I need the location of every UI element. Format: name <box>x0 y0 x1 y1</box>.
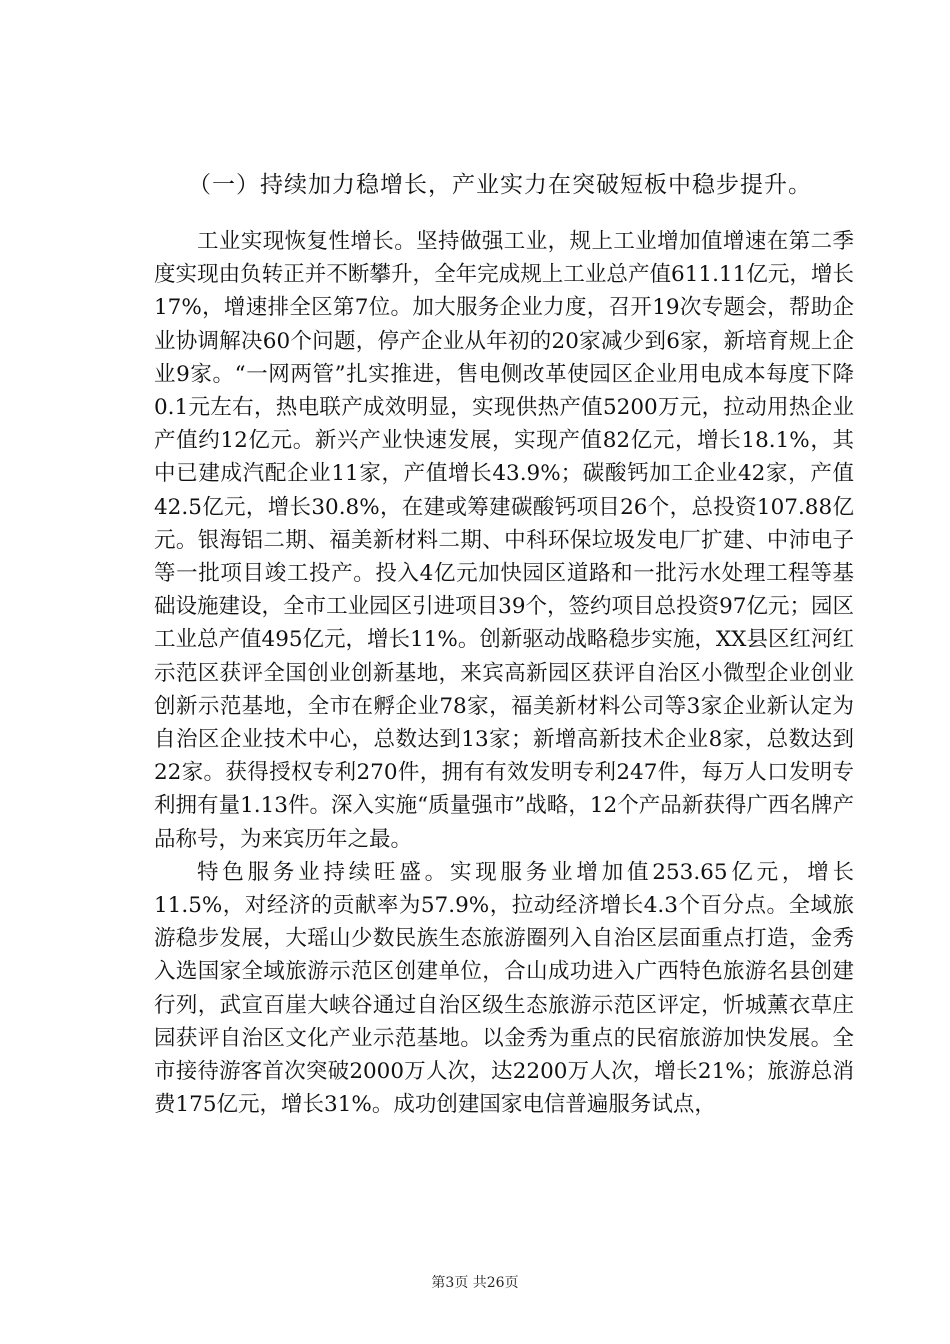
body-text <box>154 225 854 1121</box>
page-number: 第3页 共26页 <box>431 1275 519 1291</box>
section-heading: （一）持续加力稳增长，产业实力在突破短板中稳步提升。 <box>188 172 812 198</box>
paragraph-industry: 工业实现恢复性增长。坚持做强工业，规上工业增加值增速在第二季度实现由负转正并不断攀升，全年完成规上工业总产值611.11亿元，增长17%，增速排全区第7位。加大服务企业力度，召开19次专题会，帮助企业协调解决60个问题，停产企业从年初的20家减少到6家，新培育规上企业9家。“一网两管”扎实推进，售电侧改革使园区企业用电成本每度下降0.1元左右，热电联产成效明显，实现供热产值5200万元，拉动用热企业产值约12亿元。新兴产业快速发展，实现产值82亿元，增长18.1%，其中已建成汽配企业11家，产值增长43.9%；碳酸钙加工企业42家，产值42.5亿元，增长30.8%，在建或筹建碳酸钙项目26个，总投资107.88亿元。银海铝二期、福美新材料二期、中科环保垃圾发电厂扩建、中沛电子等一批项目竣工投产。投入4亿元加快园区道路和一批污水处理工程等基础设施建设，全市工业园区引进项目39个，签约项目总投资97亿元；园区工业总产值495亿元，增长11%。创新驱动战略稳步实施，XX县区红河红示范区获评全国创业创新基地，来宾高新园区获评自治区小微型企业创业创新示范基地，全市在孵企业78家，福美新材料公司等3家企业新认定为自治区企业技术中心，总数达到13家；新增高新技术企业8家，总数达到22家。获得授权专利270件，拥有有效发明专利247件，每万人口发明专利拥有量1.13件。深入实施“质量强市”战略，12个产品新获得广西名牌产品称号，为来宾历年之最。 <box>154 229 854 852</box>
paragraph-services: 特色服务业持续旺盛。实现服务业增加值253.65亿元，增长11.5%，对经济的贡献率为57.9%，拉动经济增长4.3个百分点。全域旅游稳步发展，大瑶山少数民族生态旅游圈列入自治区层面重点打造，金秀入选国家全域旅游示范区创建单位，合山成功进入广西特色旅游名县创建行列，武宣百崖大峡谷通过自治区级生态旅游示范区评定，忻城薰衣草庄园获评自治区文化产业示范基地。以金秀为重点的民宿旅游加快发展。全市接待游客首次突破2000万人次，达2200万人次，增长21%；旅游总消费175亿元，增长31%。成功创建国家电信普遍服务试点， <box>154 859 854 1118</box>
